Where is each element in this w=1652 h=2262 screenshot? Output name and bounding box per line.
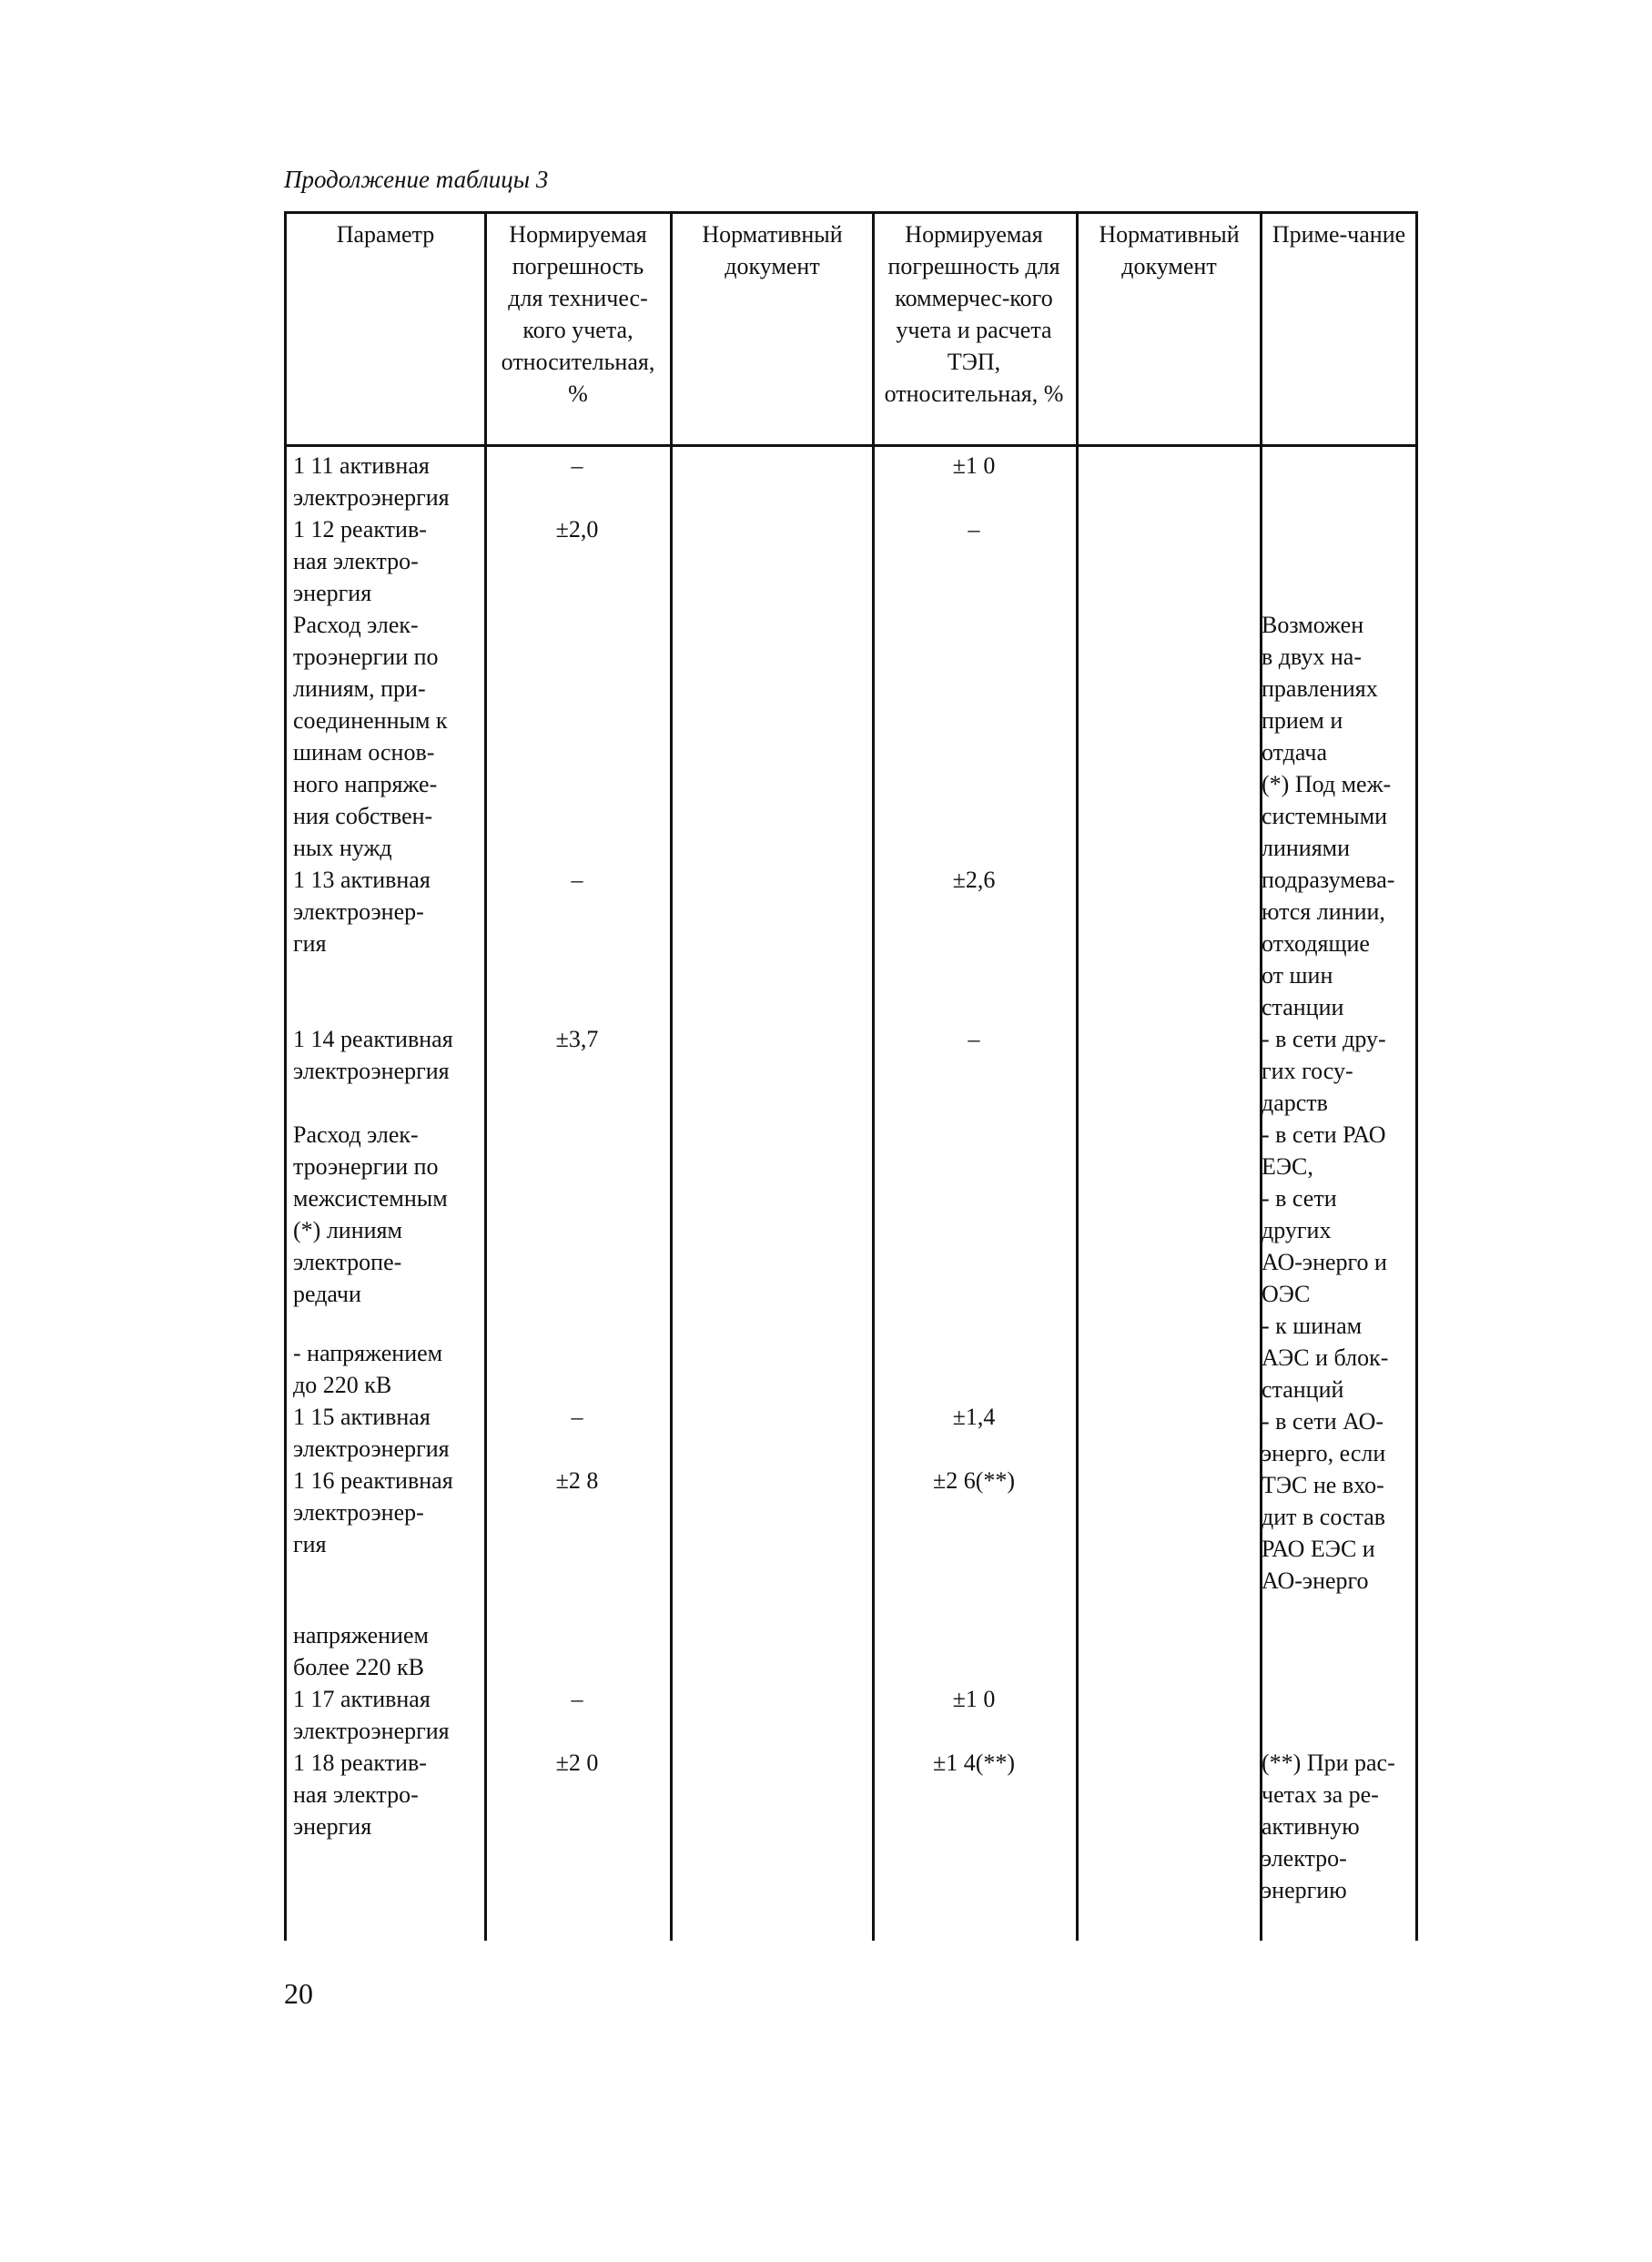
row-comm-error: ±1 4(**)	[932, 1750, 1016, 1776]
row-comm-error: ±2,6	[952, 867, 996, 893]
data-table	[284, 211, 1418, 1941]
row-parameter: 1 16 реактивная электроэнер- гия	[293, 1467, 453, 1557]
row-tech-error: ±2 8	[555, 1467, 599, 1494]
table-caption: Продолжение таблицы 3	[284, 166, 549, 193]
note-text: (**) При рас- четах за ре- активную электро- энергию	[1262, 1750, 1395, 1903]
row-tech-error: –	[571, 452, 583, 479]
header-note: Приме-чание	[1272, 221, 1406, 248]
row-parameter: 1 18 реактив- ная электро- энергия	[293, 1750, 427, 1840]
row-tech-error: ±2,0	[555, 516, 599, 543]
row-comm-error: ±2 6(**)	[932, 1467, 1016, 1494]
page-number: 20	[284, 1977, 313, 2010]
row-parameter: 1 13 активная электроэнер- гия	[293, 867, 431, 957]
row-tech-error: ±2 0	[555, 1750, 599, 1776]
header-tech-error: Нормируемая погрешность для техничес-кого учета, относительная, %	[501, 221, 655, 407]
table-top-border	[284, 211, 1418, 214]
row-comm-error: –	[968, 1026, 980, 1052]
column-border	[670, 211, 673, 1941]
row-parameter: Расход элек- троэнергии по межсистемным (*) линиям электропе- редачи	[293, 1121, 448, 1307]
row-parameter: 1 15 активная электроэнергия	[293, 1404, 450, 1462]
row-parameter: 1 17 активная электроэнергия	[293, 1686, 450, 1744]
row-comm-error: ±1 0	[952, 1686, 996, 1712]
row-parameter: 1 11 активная электроэнергия	[293, 452, 450, 511]
row-tech-error: –	[571, 1686, 583, 1712]
row-tech-error: –	[571, 1404, 583, 1430]
row-comm-error: –	[968, 516, 980, 543]
row-comm-error: ±1 0	[952, 452, 996, 479]
note-text: Возможен в двух на- правлениях прием и отдача (*) Под меж- системными линиями подразумева- ются линии, отходящие от шин станции - в сети дру- гих госу- дарств - в сети РАО ЕЭС, - в сети других АО-энерго и ОЭС - к шинам АЭС и блок- станций - в сети АО- энерго, если ТЭС не вхо- дит в состав РАО ЕЭС и АО-энерго	[1262, 612, 1395, 1594]
row-parameter: 1 12 реактив- ная электро- энергия	[293, 516, 427, 606]
header-normative-doc-1: Нормативный документ	[702, 221, 843, 279]
row-tech-error: –	[571, 867, 583, 893]
column-border	[284, 211, 287, 1941]
column-border	[1076, 211, 1079, 1941]
header-normative-doc-2: Нормативный документ	[1099, 221, 1240, 279]
row-comm-error: ±1,4	[952, 1404, 996, 1430]
row-parameter: 1 14 реактивная электроэнергия	[293, 1026, 453, 1084]
row-tech-error: ±3,7	[555, 1026, 599, 1052]
header-bottom-border	[284, 444, 1418, 447]
row-parameter: - напряжением до 220 кВ	[293, 1340, 443, 1398]
row-parameter: Расход элек- троэнергии по линиям, при- соединенным к шинам основ- ного напряже- ния собствен- ных нужд	[293, 612, 448, 861]
header-parameter: Параметр	[336, 221, 435, 248]
header-comm-error: Нормируемая погрешность для коммерчес-кого учета и расчета ТЭП, относительная, %	[884, 221, 1064, 407]
row-parameter: напряжением более 220 кВ	[293, 1622, 429, 1680]
